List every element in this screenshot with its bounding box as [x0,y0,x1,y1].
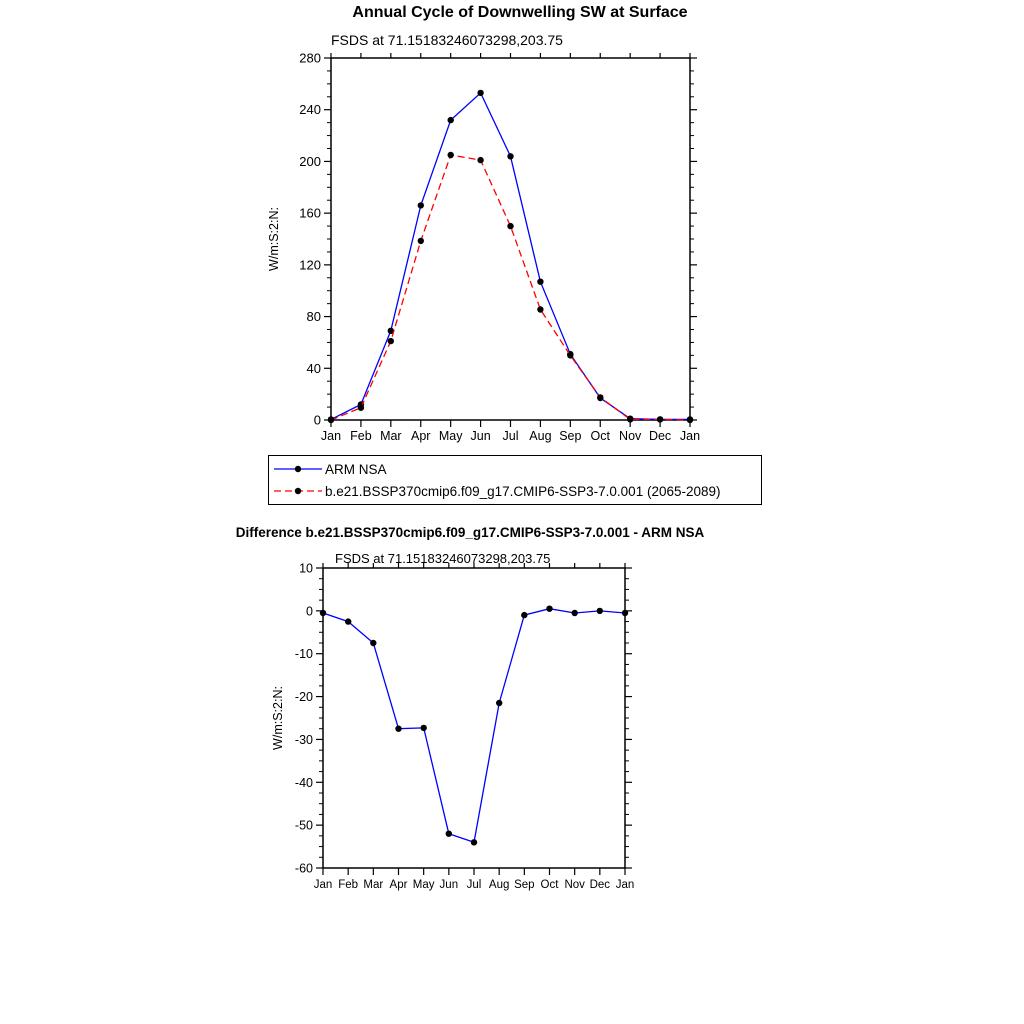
svg-text:Mar: Mar [380,429,402,443]
svg-text:Jul: Jul [502,429,519,443]
svg-text:-60: -60 [294,861,313,876]
svg-text:120: 120 [299,257,321,273]
svg-text:160: 160 [299,205,321,221]
chart1-subtitle: FSDS at 71.15183246073298,203.75 [331,32,563,48]
svg-text:Aug: Aug [529,429,552,443]
svg-text:W/m:S:2:N:: W/m:S:2:N: [271,686,285,750]
svg-text:-20: -20 [294,690,313,705]
svg-text:Jan: Jan [313,879,333,891]
svg-text:200: 200 [299,153,321,169]
chart2-subtitle: FSDS at 71.15183246073298,203.75 [335,551,551,566]
svg-text:0: 0 [313,412,321,428]
legend-item [273,458,757,480]
legend-label-model: b.e21.BSSP370cmip6.f09_g17.CMIP6-SSP3-7.0.001 (2065-2089) [325,483,721,499]
svg-text:Nov: Nov [564,879,585,891]
svg-text:May: May [438,429,463,443]
svg-text:Oct: Oct [590,429,610,443]
chart1-title: Annual Cycle of Downwelling SW at Surface [352,4,688,21]
svg-text:Oct: Oct [540,879,559,891]
svg-text:10: 10 [299,561,313,576]
legend-marker-arm-nsa [295,466,301,472]
svg-text:W/m:S:2:N:: W/m:S:2:N: [267,207,281,271]
svg-text:Jan: Jan [320,429,342,443]
svg-text:Apr: Apr [411,429,431,443]
svg-text:-40: -40 [294,775,313,790]
legend [268,455,762,505]
svg-text:Mar: Mar [363,879,384,891]
chart2-title: Difference b.e21.BSSP370cmip6.f09_g17.CMIP6-SSP3-7.0.001 - ARM NSA [235,525,705,540]
svg-text:-10: -10 [294,647,313,662]
svg-text:Sep: Sep [514,879,535,891]
svg-text:-50: -50 [294,818,313,833]
svg-text:-30: -30 [294,732,313,747]
svg-text:Jan: Jan [615,879,635,891]
legend-marker-model [295,488,301,494]
svg-text:80: 80 [306,309,321,325]
svg-text:Aug: Aug [488,879,510,891]
legend-label-arm-nsa: ARM NSA [325,461,387,477]
svg-text:Feb: Feb [338,879,359,891]
difference-chart [260,545,680,895]
svg-text:Jun: Jun [439,879,459,891]
svg-text:Jul: Jul [466,879,482,891]
series-0 [328,90,693,423]
svg-text:Dec: Dec [648,429,672,443]
svg-text:Jun: Jun [470,429,491,443]
axes [271,562,634,892]
svg-text:May: May [412,879,435,891]
svg-text:Apr: Apr [389,879,408,891]
axes [267,51,700,444]
svg-text:Feb: Feb [350,429,372,443]
svg-text:280: 280 [299,50,321,66]
series-1 [328,152,693,423]
svg-text:240: 240 [299,102,321,118]
legend-line-sample-model [273,480,323,502]
legend-item [273,480,757,502]
annual-cycle-chart [260,25,780,475]
svg-text:Sep: Sep [559,429,582,443]
svg-text:Jan: Jan [679,429,701,443]
series-0 [320,606,628,846]
svg-text:0: 0 [306,604,313,619]
legend-line-sample-arm-nsa [273,458,323,480]
svg-text:Nov: Nov [619,429,642,443]
svg-text:40: 40 [306,360,321,376]
svg-text:Dec: Dec [589,879,611,891]
